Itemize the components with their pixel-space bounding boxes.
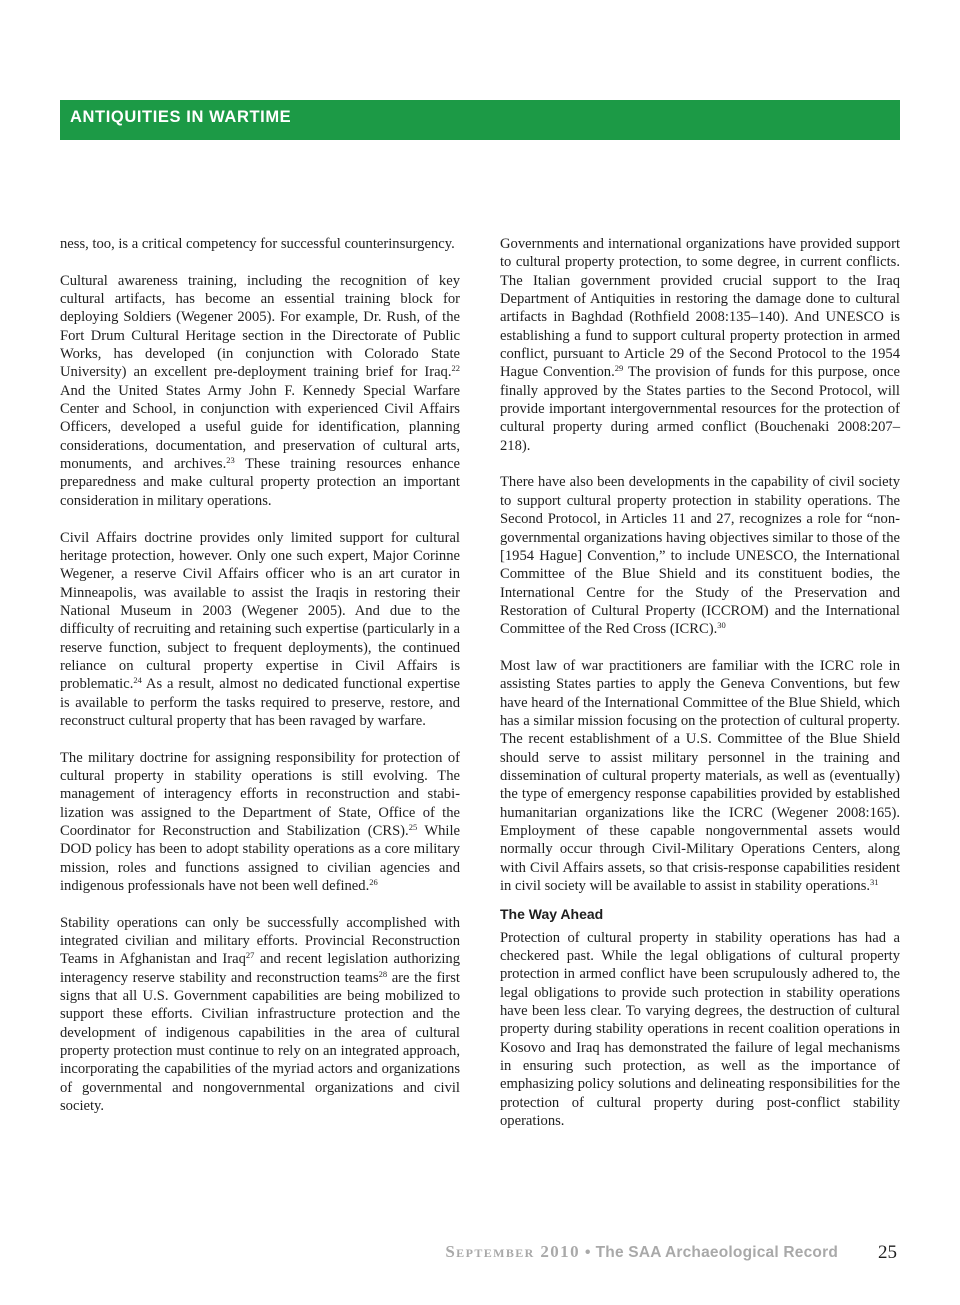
paragraph: ness, too, is a critical competency for successful counterinsurgency. [60,236,455,252]
footnote-ref: 24 [133,675,142,686]
footnote-ref: 25 [408,822,418,832]
footnote-ref: 31 [870,877,879,888]
paragraph: Stability operations can only be successfully accomplished with integrated civilian and military efforts. Provincial Reconstruction Teams in Afghanistan and Iraq$^{27}$ and recent legislation authorizing interagency reserve stability and reconstruction teams$^{28}$ are the first signs that all U.S. Government capabilities are being mobilized to support these efforts. Civilian infrastructure protection and the development of indigenous capabilities in the area of cultural property protection must continue to rely on an integrated approach, incorporating the capabilities of the myriad actors and organizations of governmental and nongovernmental organizations and civil society. [60,914,460,1115]
paragraph: Protection of cultural property in stability operations has had a checkered past. While the legal obligations of cultural property protection in armed conflict have been scrupulously adhered to, the legal obligations to provide such protection in stability operations have been less clear. To varying degrees, the destruction of cultural property during stability operations in recent coalition operations in Kosovo and Iraq has demonstrated the failure of legal mechanisms in ensuring such protection, as well as the importance of emphasizing policy solutions and delineating responsibilities for the protection of cultural property during post-conflict stability operations. [500,929,900,1130]
issue-date: September 2010 [445,1242,580,1261]
paragraph: Most law of war practitioners are familiar with the ICRC role in assisting States parties to apply the Geneva Conventions, but few have heard of the International Committee of the Blue Shield, which has a similar mission focusing on the protection of cultural property. The recent establishment of a U.S. Committee of the Blue Shield should serve to assist military personnel in the training and dissemination of cultural property materials, as well as (eventually) the type of emergency response capabilities provided by established humanitarian organizations like the ICRC (Wegener 2008:165). Employment of these capable nongovernmental assets would normally occur through Civil-Military Operations Centers, along with Civil Affairs assets, so that crisis-response capabilities resident in civil society will be available to assist in stability operations.$^{31}$ [500,657,900,895]
left-column [60,235,460,1134]
paragraph: Civil Affairs doctrine provides only limited support for cultural heritage protection, however. Only one such expert, Major Corinne Wegener, a reserve Civil Affairs officer who is an art curator in Minneapolis, was available to assist the Iraqis in restoring their National Museum in 2003 (Wegener 2005). And due to the difficulty of recruiting and retaining such expertise (particularly in a reserve function, subject to frequent deployments), the continued reliance on cultural property expertise in Civil Affairs is problematic.$^{24}$ As a result, almost no dedicated functional expertise is available to perform the tasks required to preserve, restore, and reconstruct cultural property that has been ravaged by warfare. [60,529,460,729]
right-column [500,235,900,1149]
paragraph: There have also been developments in the capability of civil society to support cultural property protection in stability operations. The Second Protocol, in Articles 11 and 27, recognizes a role for “non-governmental organizations having objectives similar to those of the [1954 Hague] Convention,” to include UNESCO, the International Committee of the Blue Shield and its constituent bodies, the International Centre for the Study of the Preservation and Restoration of Cultural Property (ICCROM) and the International Committee of the Red Cross (ICRC).$^{30}$ [500,474,900,638]
publication-title: The SAA Archaeological Record [595,1244,838,1261]
footnote-ref: 29 [614,363,624,374]
footnote-ref: 23 [226,455,235,466]
footnote-ref: 22 [451,363,460,374]
footnote-ref: 26 [369,877,378,888]
section-banner [60,100,900,140]
running-footer [445,1242,838,1262]
section-subheading: The Way Ahead [500,905,604,922]
paragraph: Cultural awareness training, including the recognition of key cultural artifacts, has become an essential training block for deploying Soldiers (Wegener 2005). For example, Dr. Rush, of the Fort Drum Cultural Heritage section in the Directorate of Public Works, has developed (in conjunction with Colorado State University) an excellent pre-deployment training brief for Iraq.$^{22}$ And the United States Army John F. Kennedy Special Warfare Center and School, in conjunction with experienced Civil Affairs Officers, developed a useful guide for identification, planning considerations, documentation, and preservation of cultural arts, monuments, and archives.$^{23}$ These training resources enhance preparedness and make cultural property protection an important consideration in military operations. [60,272,460,509]
footnote-ref: 27 [245,950,255,961]
page-number: 25 [878,1242,897,1263]
footnote-ref: 28 [378,968,388,979]
paragraph: The military doctrine for assigning responsibility for protection of cultural property in stability operations is still evolving. The management of interagency efforts in reconstruction and stabilization was assigned to the Department of State, Office of the Coordinator for Reconstruction and Stabilization (CRS).$^{25}$ While DOD policy has been to adopt stability operations as a core military mission, roles and functions assigned to civilian agencies and indigenous professionals have not been well defined.$^{26}$ [60,749,460,895]
bullet-separator: • [584,1244,591,1261]
footnote-ref: 30 [717,620,726,631]
paragraph: Governments and international organizations have provided support to cultural property protection, to some degree, in current conflicts. The Italian government provided crucial support to the Iraq Department of Antiquities in restoring the damage done to cultural artifacts in Baghdad (Rothfield 2008:135–140). And UNESCO is establishing a fund to support cultural property protection in armed conflict, pursuant to Article 29 of the Second Protocol to the 1954 Hague Convention.$^{29}$ The provision of funds for this purpose, once finally approved by the States parties to the Second Protocol, will provide important intergovernmental resources for the protection of cultural property during armed conflict (Bouchenaki 2008:207–218). [500,236,900,454]
section-title: ANTIQUITIES IN WARTIME [70,108,292,126]
